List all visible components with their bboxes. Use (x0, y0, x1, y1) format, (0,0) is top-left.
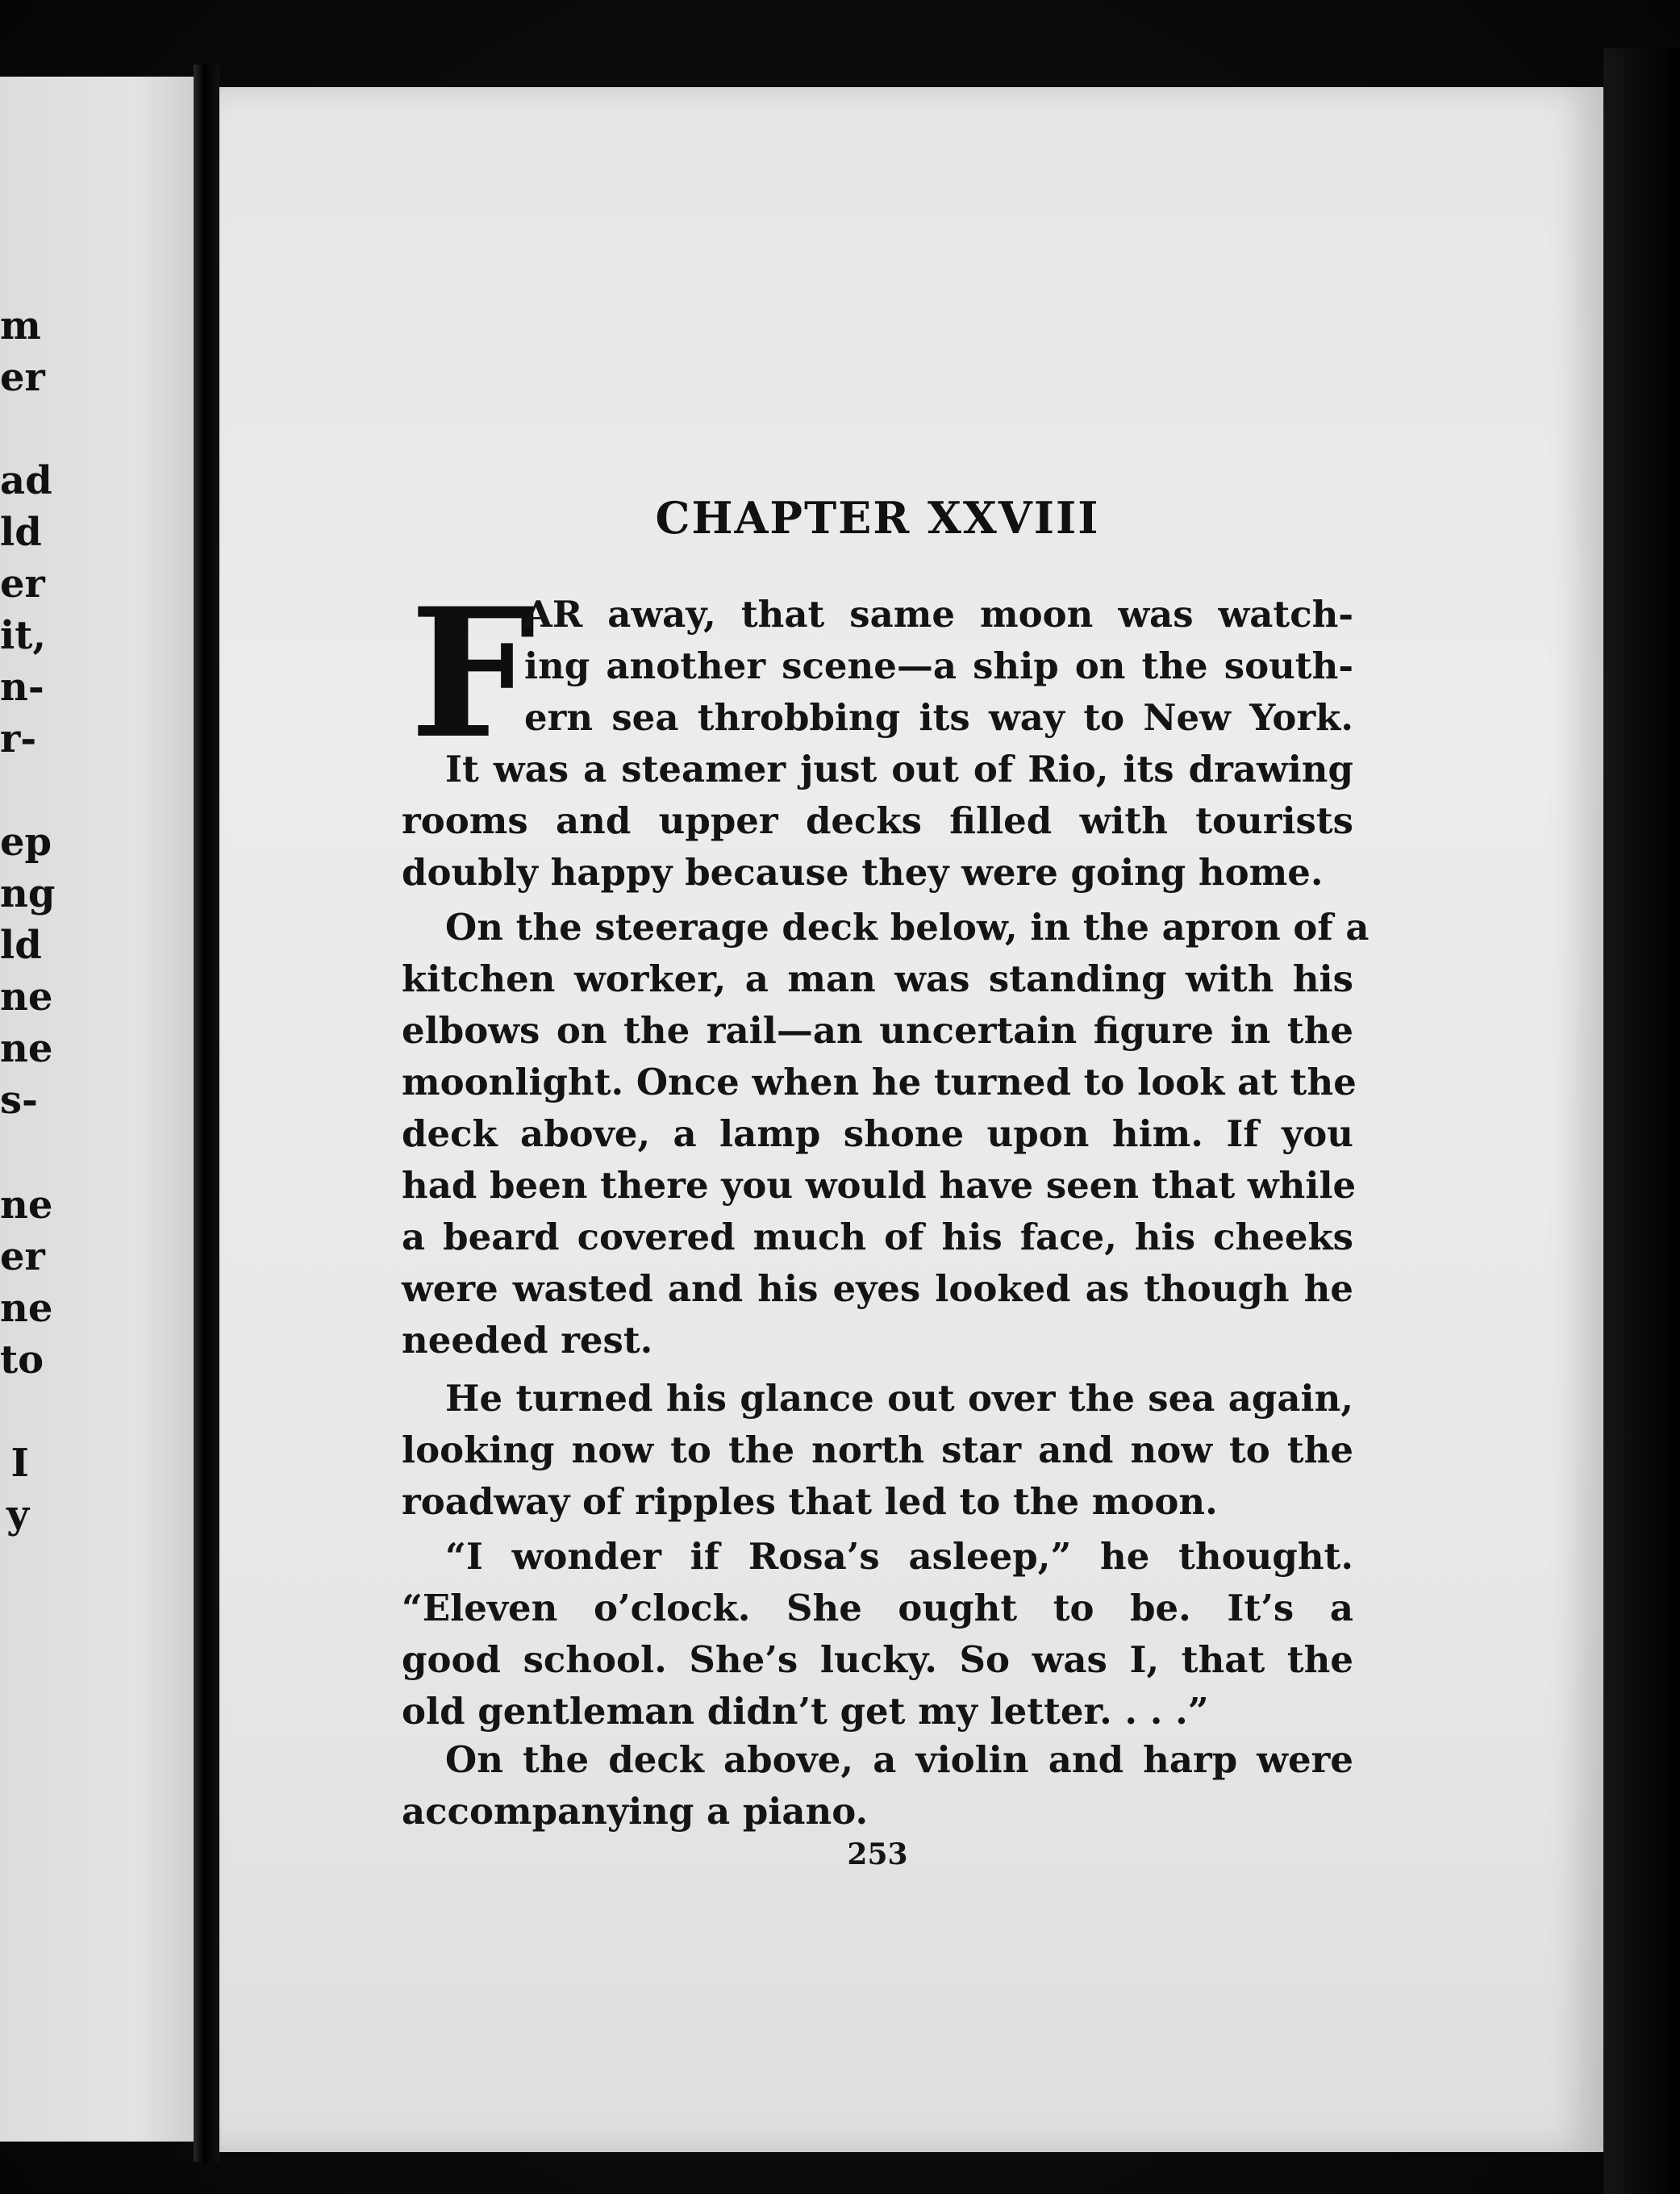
text-line: old gentleman didn’t get my letter. . . .” (402, 1690, 1209, 1733)
drop-cap: F (410, 569, 536, 778)
text-line: moonlight. Once when he turned to look at the (402, 1061, 1357, 1103)
text-line: “Eleven o’clock. She ought to be. It’s a (402, 1587, 1353, 1629)
text-line: looking now to the north star and now to the (402, 1429, 1353, 1471)
text-line: “I wonder if Rosa’s asleep,” he thought. (445, 1535, 1353, 1578)
fragment: er (0, 1234, 45, 1279)
fragment: n- (0, 665, 44, 710)
fragment: ep (0, 820, 52, 865)
fragment: ne (0, 974, 53, 1020)
scan-right-edge (1603, 48, 1680, 2194)
text-line: It was a steamer just out of Rio, its drawing (445, 748, 1353, 790)
text-line: good school. She’s lucky. So was I, that the (402, 1638, 1353, 1681)
text-line: accompanying a piano. (402, 1790, 869, 1833)
text-line: ern sea throbbing its way to New York. (524, 696, 1353, 739)
text-line: kitchen worker, a man was standing with his (402, 957, 1353, 1000)
paragraph-4 (402, 1531, 1353, 1737)
text-line: had been there you would have seen that while (402, 1164, 1357, 1207)
fragment: ld (0, 923, 42, 968)
text-line: were wasted and his eyes looked as though he (402, 1267, 1353, 1310)
paragraph-1-continuation (402, 744, 1353, 899)
paragraph-5 (402, 1734, 1353, 1837)
text-line: roadway of ripples that led to the moon. (402, 1480, 1218, 1523)
text-line: On the deck above, a violin and harp were (445, 1738, 1353, 1781)
fragment: ad (0, 458, 52, 503)
text-line: He turned his glance out over the sea again, (445, 1377, 1353, 1420)
drop-cap-lines (524, 589, 1353, 744)
fragment: s- (0, 1078, 38, 1123)
fragment: it, (0, 613, 47, 658)
text-line: doubly happy because they were going home. (402, 851, 1324, 894)
page-number: 253 (847, 1837, 908, 1871)
text-line: On the steerage deck below, in the apron of a (445, 906, 1369, 949)
fragment: m (0, 303, 41, 348)
fragment: r- (0, 716, 37, 761)
fragment: ne (0, 1183, 53, 1228)
text-line: deck above, a lamp shone upon him. If you (402, 1112, 1353, 1155)
fragment: to (0, 1337, 44, 1383)
text-line: ing another scene—a ship on the south- (524, 644, 1353, 687)
fragment: y (6, 1492, 29, 1537)
fragment: ne (0, 1286, 53, 1331)
text-line: rooms and upper decks filled with tourists (402, 799, 1353, 842)
book-gutter (194, 65, 219, 2162)
fragment: ld (0, 510, 42, 555)
text-line: AR away, that same moon was watch- (524, 593, 1353, 636)
text-line: elbows on the rail—an uncertain figure in the (402, 1009, 1353, 1052)
fragment: er (0, 355, 45, 400)
text-line: needed rest. (402, 1319, 653, 1362)
chapter-title: CHAPTER XXVIII (655, 492, 1100, 544)
paragraph-3 (402, 1373, 1353, 1528)
fragment: er (0, 561, 45, 607)
paragraph-2 (402, 902, 1369, 1366)
text-line: a beard covered much of his face, his cheeks (402, 1216, 1353, 1258)
fragment: I (10, 1441, 29, 1486)
fragment: ng (0, 871, 56, 916)
fragment: ne (0, 1026, 53, 1071)
